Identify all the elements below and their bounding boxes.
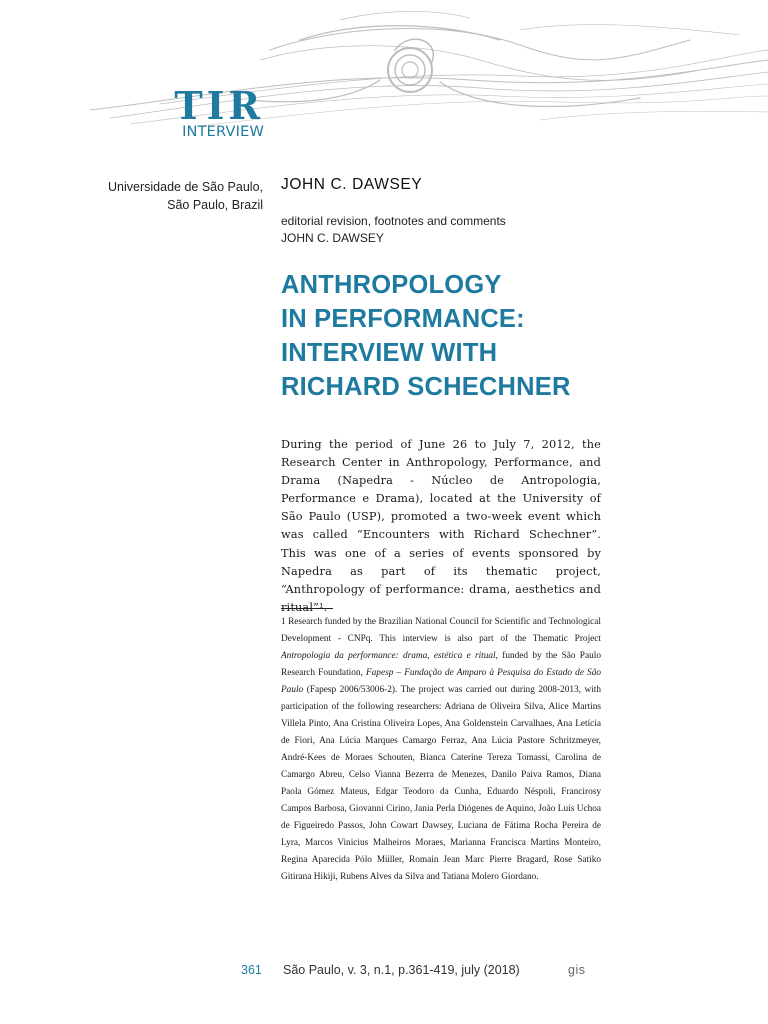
title-line-2: IN PERFORMANCE: [281,305,525,333]
author-affiliation [100,178,263,214]
author-name: JOHN C. DAWSEY [281,176,423,193]
footnote [281,614,601,886]
footnote-text-1: 1 Research funded by the Brazilian National Council for Scientific and Technological Development - CNPq. This interview is also part of the Thematic Project [281,617,601,644]
footnote-text-3: (Fapesp 2006/53006-2). The project was carried out during 2008-2013, with participation of the following researchers: Adriana de Oliveira Silva, Alice Martins Villela Pinto, Ana Cristina Oliveira Lopes, Ana Goldenstein Carvalhaes, Ana Letícia de Fiori, Ana Lúcia Marques Camargo Ferraz, Ana Lúcia Pastore Schritzmeyer, André-Kees de Moraes Schouten, Bianca Caterine Tereza Tomassi, Carolina de Camargo Abreu, Celso Vianna Bezerra de Menezes, Danilo Paiva Ramos, Diana Paola Gómez Mateus, Edgar Teodoro da Cunha, Eduardo Néspoli, Francirosy Campos Barbosa, Giovanni Cirino, Jania Perla Diógenes de Aquino, João Luis Uchoa de Figueiredo Passos, John Cowart Dawsey, Luciana de Fátima Rocha Pereira de Lyra, Marcos Vinicius Malheiros Moraes, Marianna Francisca Martins Monteiro, Regina Aparecida Pólo Müller, Romain Jean Marc Pierre Bragard, Rose Satiko Gitirana Hikiji, Rubens Alves da Silva and Tatiana Molero Giordano. [281,685,601,882]
footnote-text-2: , funded by the São Paulo Research Foundation, [281,651,601,678]
journal-citation: São Paulo, v. 3, n.1, p.361-419, july (2018) [283,963,520,977]
affiliation-line-2: São Paulo, Brazil [167,198,263,212]
publisher-brand: gis [568,963,586,977]
title-line-1: ANTHROPOLOGY [281,271,502,299]
logo-subtitle: INTERVIEW [182,124,264,140]
page-number: 361 [241,963,262,977]
logo-mark: TIR [174,83,264,128]
article-title [281,268,701,404]
editorial-line-2: JOHN C. DAWSEY [281,231,384,245]
journal-logo [172,83,264,140]
affiliation-line-1: Universidade de São Paulo, [108,180,263,194]
editorial-line-1: editorial revision, footnotes and comments [281,214,506,228]
editorial-credit [281,213,506,247]
title-line-3: INTERVIEW WITH [281,339,498,367]
footnote-italic-2: Fapesp – Fundação de Amparo à Pesquisa do Estado de São Paulo [281,668,602,695]
body-paragraph: During the period of June 26 to July 7, 2012, the Research Center in Anthropology, Performance, and Drama (Napedra - Núcleo de Antropologia, Performance e Drama), located at the University of São Paulo (USP), promoted a two-week event which was called “Encounters with Richard Schechner”. This was one of a series of events sponsored by Napedra as part of its thematic project, “Anthropology of performance: drama, aesthetics and [281,438,601,596]
decorative-swirl-header [0,0,768,150]
footnote-italic-1: Antropologia da performance: drama, estética e ritual [281,651,496,661]
footnote-divider [281,608,333,609]
title-line-4: RICHARD SCHECHNER [281,373,571,401]
